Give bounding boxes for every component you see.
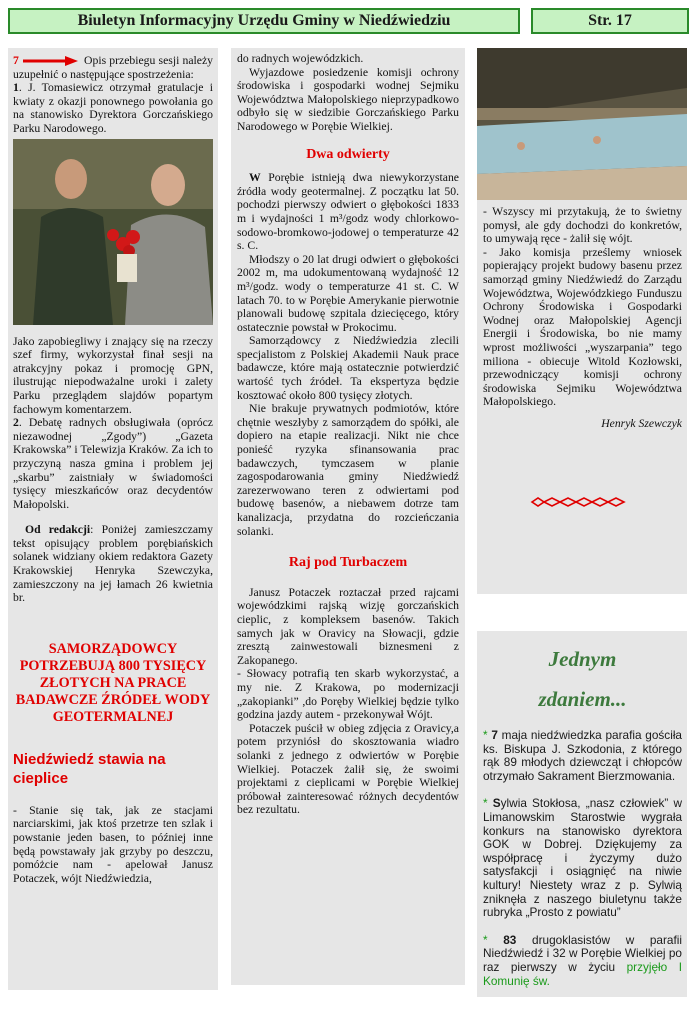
section-title-jednym: Jednym xyxy=(548,647,617,671)
photo-pool xyxy=(477,48,687,200)
col1-para-3: Jako zapobiegliwy i znający się na rzeczy szef firmy, wykorzystał finał sesji na atrakcyjny pokaz i promocję GPN, ilustrując niepodważalne uroki i zalety Parku przeglądem slajdów popartym fachowym komentarzem. xyxy=(13,334,213,416)
column-3-top xyxy=(477,48,687,594)
news-item-2: * Sylwia Stokłosa, „nasz człowiek” w Limanowskim Starostwie wygrała konkurs na stanowisko dyrektora GOK w Dobrej. Dziękujemy za współpracę i życzymy dużo satysfakcji i osiągnięć na niwie kultury! Niestety wraz z p. Sylwią zniknęła z naszego biuletynu także rubryka „Prosto z powiatu” xyxy=(483,796,682,920)
header-title: Biuletyn Informacyjny Urzędu Gminy w Niedźwiedziu xyxy=(77,12,451,29)
col2-para-8: - Słowacy potrafią ten skarb wykorzystać, a my nie. Z Krakowa, po modernizacji „zakopianki” ,do Poręby Wielkiej będzie tylko godzina jazdy autem - przekonywał Wójt. xyxy=(237,667,459,722)
signature: Henryk Szewczyk xyxy=(601,416,682,430)
header-title-box xyxy=(8,8,520,34)
col3-para-1: - Wszyscy mi przytakują, że to świetny pomysł, ale gdy dochodzi do konkretów, to umywają ręce - żalił się wójt. xyxy=(483,205,682,246)
col1-intro: 7 Opis przebiegu sesji należy uzupełnić o następujące spostrzeżenia: xyxy=(13,54,214,81)
col1-editorial: Od redakcji: Poniżej zamieszczamy tekst opisujący problem porębiańskich solanek widziany okiem redaktora Gazety Krakowskiej Henryka Szewczyka, zamieszczony na jej łamach 26 kwietnia br. xyxy=(13,523,213,605)
col2-para-9: Potaczek puścił w obieg zdjęcia z Oravicy,a potem przyniósł do skosztowania wiadro solanki z jednego z odwiertów w Porębie Wielkiej. Potaczek żalił się, że swoimi projektami z cieplicami w Porębie Wielkiej próbował zainteresować różnych decydentów bez rezultatu. xyxy=(237,721,459,817)
col2-para-6: Nie brakuje prywatnych podmiotów, które chętnie weszłyby z samorządem do spółki, ale dopiero na etapie realizacji. Nikt nie chce ponieść ryzyka sfinansowania prac badawczych, tymczasem w planie zagospodarowania gminy Niedźwiedź zarezerwowano teren z odwiertami pod budowę basenów, a niebawem dotrze tam kanalizacja, przydatna do rozcieńczania solanki. xyxy=(237,402,459,538)
news-item-3: * 83 drugoklasistów w parafii Niedźwiedź i 32 w Porębie Wielkiej po raz pierwszy w życiu przyjęło I Komunię św. xyxy=(483,932,682,988)
section-title-dwa-odwierty: Dwa odwierty xyxy=(306,146,390,162)
page-number: Str. 17 xyxy=(588,12,632,29)
col2-para-3: W Porębie istnieją dwa niewykorzystane źródła wody geotermalnej. Z początku lat 50. pochodzi pierwszy odwiert o głębokości 1833 m i wydajności 1 m³/godz wody chlorkowo-sodowo-bromkowo-jodowej o temperaturze 42 s. C. xyxy=(237,171,459,253)
subheadline: Niedźwiedź stawia na cieplice xyxy=(13,750,166,787)
column-2 xyxy=(231,48,465,985)
col1-para-6: - Stanie się tak, jak ze stacjami narciarskimi, jak ktoś przetrze ten szlak i powstanie jeden basen, to później inne będą powstawały jak grzyby po deszczu, pomóżcie nam - apelował Janusz Potaczek, wójt Niedźwiedzia, xyxy=(13,803,213,885)
col2-para-7: Janusz Potaczek roztaczał przed rajcami wojewódzkimi rajską wizję gorczańskich cieplic, z kompleksem basenów. Takich samych jak w Oravicy na Słowacji, gdzie zresztą zainwestowali biznesmeni z Zakopanego. xyxy=(237,585,459,667)
col2-para-1: do radnych wojewódzkich. xyxy=(237,52,364,65)
col1-item-1: 1. J. Tomasiewicz otrzymał gratulacje i kwiaty z okazji ponownego powołania go na stanowisko Dyrektora Gorczańskiego Parku Narodowego. xyxy=(13,81,213,135)
column-1 xyxy=(8,48,218,990)
decorative-divider xyxy=(530,494,626,512)
column-3-bottom xyxy=(477,631,687,997)
col2-para-5: Samorządowcy z Niedźwiedzia zlecili specjalistom z Polskiej Akademii Nauk prace badawcze, które mają ostatecznie potwierdzić wartość tych źródeł. Ta ekspertyza będzie kosztować około 800 tysięcy złotych. xyxy=(237,334,459,402)
col1-item-2: 2. Debatę radnych obsługiwała (oprócz niezawodnej „Zgody”) „Gazeta Krakowska” i Telewizja Kraków. Za ich to przyczyną nasza gmina i problem jej „skarbu” zaistniały w świadomości tysięcy mieszkańców oraz decydentów Małopolski. xyxy=(13,416,213,511)
header-page-box xyxy=(531,8,689,34)
news-item-1: * 7 maja niedźwiedzka parafia gościła ks. Biskupa J. Szkodonia, z którego rąk 89 młodych dziewcząt i chłopców otrzymało Sakrament Bierzmowania. xyxy=(483,728,682,783)
section-title-zdaniem: zdaniem... xyxy=(538,687,627,711)
arrow-icon: 7 xyxy=(13,54,84,67)
section-title-raj: Raj pod Turbaczem xyxy=(288,555,408,571)
col2-para-2: Wyjazdowe posiedzenie komisji ochrony środowiska i gospodarki wodnej Sejmiku Województwa Małopolskiego nieprzypadkowo odbyło się w siedzibie Gorczańskiego Parku Narodowego w Porębie Wielkiej. xyxy=(237,65,459,133)
col2-para-4: Młodszy o 20 lat drugi odwiert o głębokości 2002 m, ma udokumentowaną wydajność 12 m³/godz. wody o temperaturze 41 st. C. W latach 70. to w Porębie Amerykanie pierwotnie planowali budowę szpitala dziecięcego, który ostatecznie powstał w Prokocimu. xyxy=(237,252,459,334)
col3-para-2: - Jako komisja prześlemy wniosek popierający projekt budowy basenu przez samorząd gminy Niedźwiedź do Zarządu Województwa, Wojewódzkiego Funduszu Ochrony Środowiska i Gospodarki Wodnej oraz Małopolskiej Agencji Energii i Środowiska, bo nie mamy wprost możliwości „wyszarpania” tego miliona - obiecuje Witold Kozłowski, przewodniczący komisji ochrony środowiska Sejmiku Województwa Małopolskiego. xyxy=(483,245,682,409)
photo-congratulations xyxy=(13,139,213,325)
headline: SAMORZĄDOWCY POTRZEBUJĄ 800 TYSIĘCY ZŁOTYCH NA PRACE BADAWCZE ŹRÓDEŁ WODY GEOTERMALNEJ xyxy=(15,640,211,725)
